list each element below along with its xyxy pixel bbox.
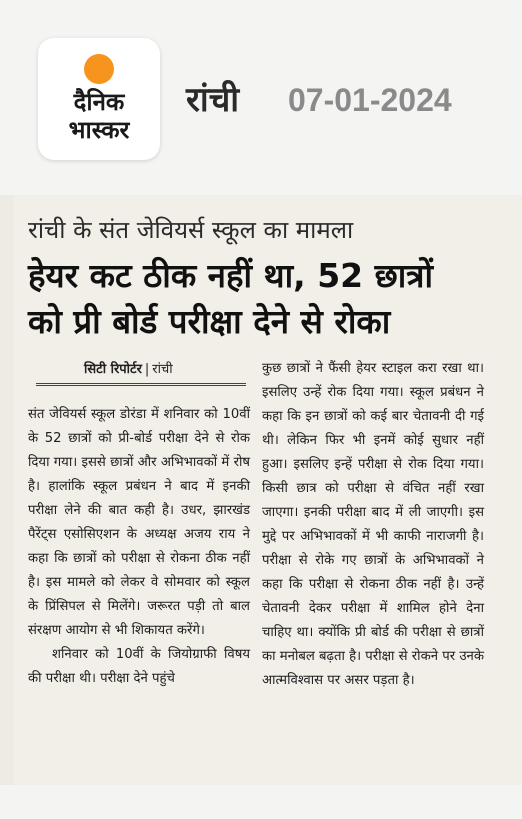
byline-divider	[36, 383, 246, 386]
sun-logo-icon	[84, 54, 114, 84]
logo-text-line1: दैनिक	[73, 88, 125, 116]
byline-author: सिटी रिपोर्टर	[84, 362, 142, 377]
byline-place: रांची	[152, 362, 173, 377]
article-headline	[28, 253, 498, 345]
left-paragraph-1: संत जेवियर्स स्कूल डोरंडा में शनिवार को 10वीं के 52 छात्रों को प्री-बोर्ड परीक्षा देने से रोक दिया गया। इससे छात्रों और अभिभावकों में रोष है। हालांकि स्कूल प्रबंधन ने बाद में इनकी परीक्षा लेने की बात कही है। उधर, झारखंड पैरेंट्स एसोसिएशन के अध्यक्ष अजय राय ने कहा कि छात्रों को परीक्षा से रोकना ठीक नहीं है। इस मामले को लेकर वे सोमवार को स्कूल के प्रिंसिपल से मिलेंगे। जरूरत पड़ी तो बाल संरक्षण आयोग से भी शिकायत करेंगे।	[28, 407, 250, 638]
article-column-right	[262, 357, 484, 693]
edition-city: रांची	[186, 80, 240, 120]
byline-separator: |	[144, 362, 150, 377]
left-paragraph-2: शनिवार को 10वीं के जियोग्राफी विषय की परीक्षा थी। परीक्षा देने पहुंचे	[28, 647, 250, 686]
newspaper-clipping	[0, 195, 522, 785]
right-paragraph-1: कुछ छात्रों ने फैंसी हेयर स्टाइल करा रखा था। इसलिए उन्हें रोक दिया गया। स्कूल प्रबंधन ने कहा कि इन छात्रों को कई बार चेतावनी दी गई थी। लेकिन फिर भी इनमें कोई सुधार नहीं हुआ। इसलिए इन्हें परीक्षा से रोक दिया गया। किसी छात्र को परीक्षा से वंचित नहीं रखा जाएगा। इनकी परीक्षा बाद में ली जाएगी। इस मुद्दे पर अभिभावकों में भी काफी नाराजगी है। परीक्षा से रोके गए छात्रों के अभिभावकों ने कहा कि परीक्षा से रोकना ठीक नहीं है। उन्हें चेतावनी देकर परीक्षा में शामिल होने देना चाहिए था। क्योंकि प्री बोर्ड की परीक्षा से छात्रों का मनोबल बढ़ता है। परीक्षा से रोकने पर उनके आत्मविश्वास पर असर पड़ता है।	[262, 361, 484, 688]
headline-line-2: को प्री बोर्ड परीक्षा देने से रोका	[28, 302, 391, 341]
page-header	[0, 0, 522, 175]
edition-date: 07-01-2024	[288, 82, 452, 118]
article-column-left	[28, 403, 250, 691]
headline-line-1: हेयर कट ठीक नहीं था, 52 छात्रों	[28, 256, 434, 295]
article-byline	[84, 359, 173, 377]
dainik-bhaskar-logo	[38, 38, 160, 160]
article-kicker: रांची के संत जेवियर्स स्कूल का मामला	[28, 216, 354, 244]
logo-text-line2: भास्कर	[68, 116, 130, 144]
adjacent-column-strip	[0, 195, 14, 785]
